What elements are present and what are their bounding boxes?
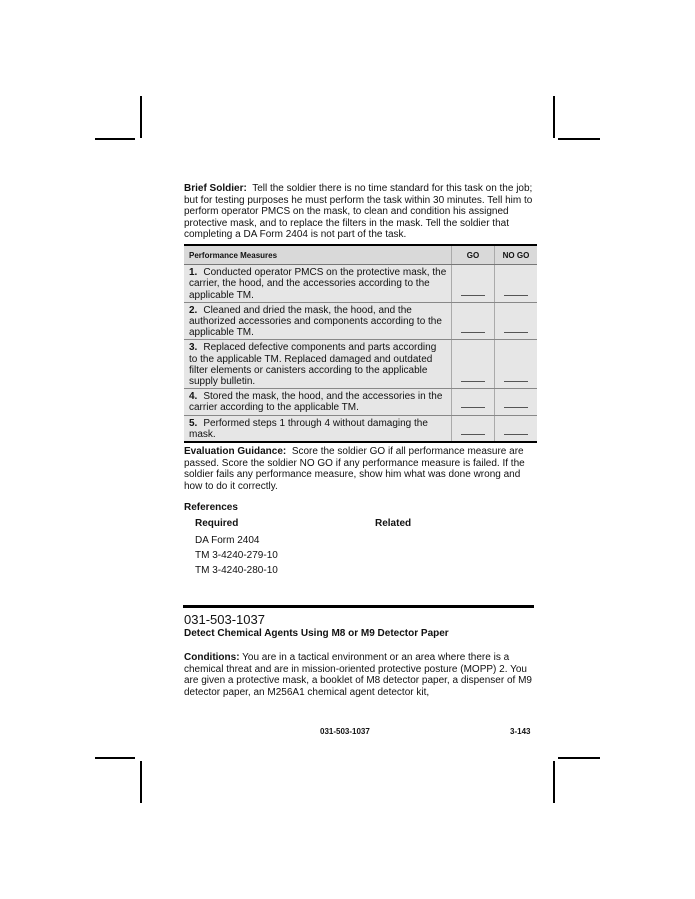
no-go-cell[interactable] [495, 265, 538, 303]
required-references [195, 518, 375, 580]
measure-number: 1. [189, 267, 198, 279]
go-cell[interactable] [452, 265, 495, 303]
measure-number: 5. [189, 417, 198, 429]
footer-task-code: 031-503-1037 [320, 727, 370, 736]
measure-text: Replaced defective components and parts according to the applicable TM. Replaced damaged and outdated filter elements or canisters according to the applicable supply bulletin. [189, 342, 437, 387]
measure-text: Cleaned and dried the mask, the hood, and the authorized accessories and components according to the applicable TM. [189, 304, 442, 339]
go-cell[interactable] [452, 302, 495, 340]
measure-cell [184, 265, 452, 303]
conditions-paragraph [184, 652, 538, 698]
conditions-label: Conditions: [184, 652, 240, 663]
no-go-blank-line [504, 331, 528, 333]
measure-number: 4. [189, 391, 198, 403]
evaluation-guidance-text: Score the soldier GO if all performance measure are passed. Score the soldier NO GO if any performance measure is failed. If the soldier fails any performance measure, show him what was done wrong and how to do it correctly. [184, 446, 525, 492]
references-columns [195, 518, 538, 580]
go-cell[interactable] [452, 340, 495, 389]
header-no-go: NO GO [495, 245, 538, 265]
no-go-cell[interactable] [495, 415, 538, 442]
no-go-blank-line [504, 380, 528, 382]
crop-mark-bottom-left-horizontal [95, 757, 135, 759]
crop-mark-bottom-left-vertical [140, 761, 142, 803]
reference-item: TM 3-4240-280-10 [195, 564, 278, 576]
measure-cell [184, 302, 452, 340]
reference-item: DA Form 2404 [195, 534, 260, 546]
go-blank-line [461, 380, 485, 382]
evaluation-guidance-label: Evaluation Guidance: [184, 446, 287, 458]
performance-measures-table [184, 244, 537, 443]
evaluation-guidance-paragraph [184, 446, 538, 492]
table-row [184, 302, 537, 340]
brief-soldier-paragraph [184, 183, 538, 241]
table-row [184, 389, 537, 415]
no-go-blank-line [504, 406, 528, 408]
no-go-cell[interactable] [495, 340, 538, 389]
page-content [184, 183, 538, 580]
go-cell[interactable] [452, 415, 495, 442]
crop-mark-bottom-right-horizontal [558, 757, 600, 759]
table-row [184, 340, 537, 389]
references-heading: References [184, 502, 238, 514]
measure-text: Performed steps 1 through 4 without damaging the mask. [189, 417, 428, 440]
measure-cell [184, 389, 452, 415]
measure-cell [184, 415, 452, 442]
table-header-row [184, 245, 537, 265]
header-go: GO [452, 245, 495, 265]
table-row [184, 415, 537, 442]
required-label: Required [195, 517, 239, 529]
go-blank-line [461, 331, 485, 333]
related-references [375, 518, 535, 580]
conditions-text: You are in a tactical environment or an area where there is a chemical threat and are in mission-oriented protective posture (MOPP) 2. You are given a protective mask, a booklet of M8 detector paper, a dispenser of M9 detector paper, an M256A1 chemical agent detector kit, [184, 652, 532, 698]
brief-soldier-label: Brief Soldier: [184, 183, 247, 194]
header-performance-measures: Performance Measures [184, 245, 452, 265]
measure-number: 3. [189, 342, 198, 354]
crop-mark-top-left-vertical [140, 96, 142, 138]
task-number: 031-503-1037 [184, 612, 265, 627]
go-blank-line [461, 406, 485, 408]
table-row [184, 265, 537, 303]
go-cell[interactable] [452, 389, 495, 415]
section-divider [183, 605, 534, 608]
go-blank-line [461, 433, 485, 435]
no-go-blank-line [504, 294, 528, 296]
no-go-cell[interactable] [495, 389, 538, 415]
crop-mark-top-left-horizontal [95, 138, 135, 140]
related-label: Related [375, 517, 412, 529]
crop-mark-top-right-horizontal [558, 138, 600, 140]
crop-mark-top-right-vertical [553, 96, 555, 138]
brief-soldier-text: Tell the soldier there is no time standard for this task on the job; but for testing purposes he must perform the task within 30 minutes. Tell him to perform operator PMCS on the mask, to clean and condition his assigned protective mask, and to replace the filters in the mask. Tell the soldier that completing a DA Form 2404 is not part of the task. [184, 183, 533, 241]
no-go-cell[interactable] [495, 302, 538, 340]
measure-text: Stored the mask, the hood, and the accessories in the carrier according to the applicable TM. [189, 391, 443, 414]
task-title: Detect Chemical Agents Using M8 or M9 Detector Paper [184, 628, 449, 639]
measure-text: Conducted operator PMCS on the protective mask, the carrier, the hood, and the accessories according to the applicable TM. [189, 267, 447, 301]
measure-cell [184, 340, 452, 389]
crop-mark-bottom-right-vertical [553, 761, 555, 803]
no-go-blank-line [504, 433, 528, 435]
next-task-section [184, 612, 538, 698]
reference-item: TM 3-4240-279-10 [195, 549, 278, 561]
measure-number: 2. [189, 304, 198, 316]
go-blank-line [461, 294, 485, 296]
footer-page-number: 3-143 [510, 727, 531, 736]
